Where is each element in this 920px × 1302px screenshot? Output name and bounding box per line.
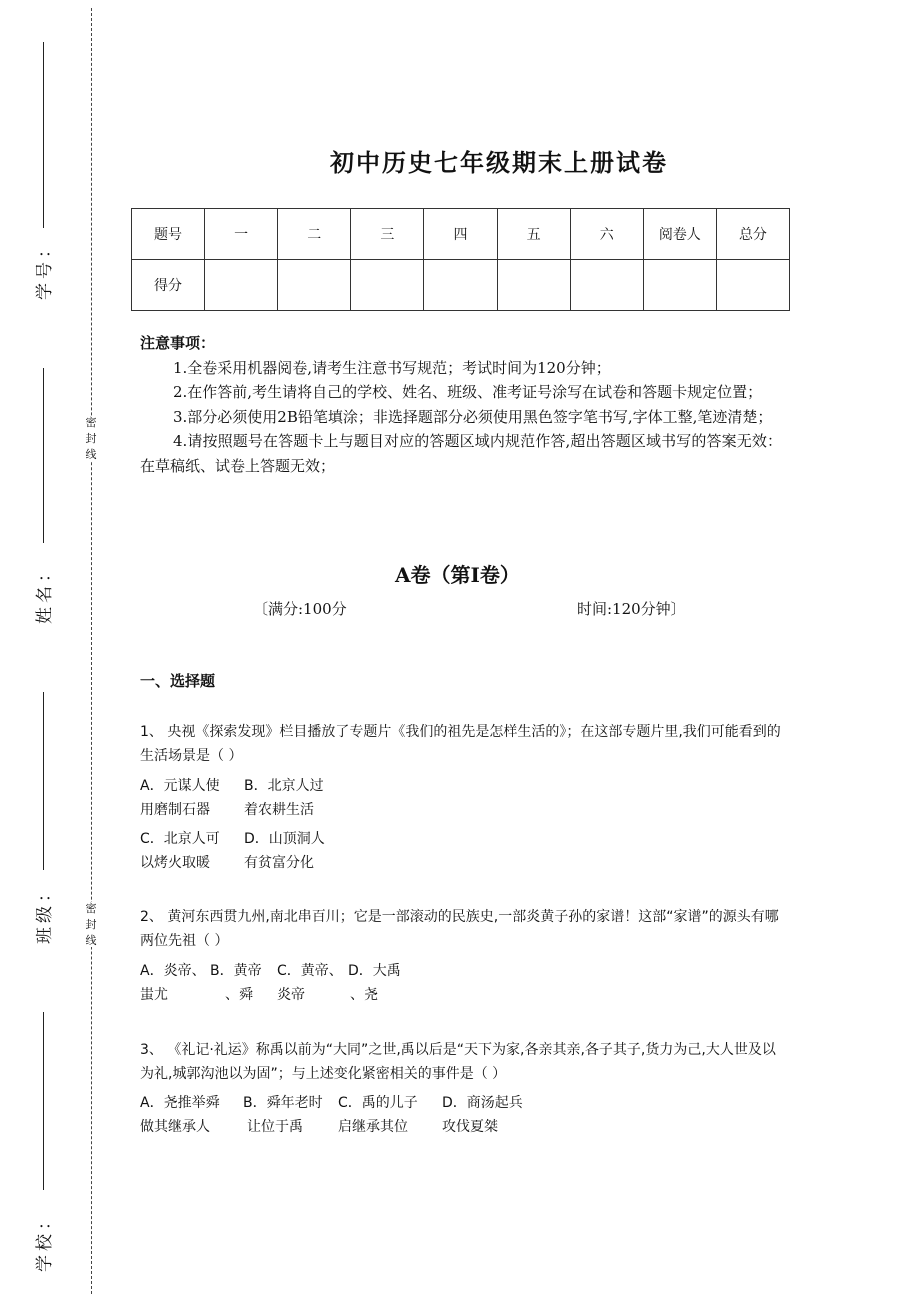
name-fill-line	[43, 368, 44, 543]
notice-item: 4.请按照题号在答题卡上与题目对应的答题区域内规范作答,超出答题区域书写的答案无效：在草稿纸、试卷上答题无效；	[140, 432, 782, 475]
header-cell: 阅卷人	[643, 209, 716, 260]
seal-mark-upper: 密 封 线	[83, 416, 99, 461]
header-cell: 总分	[716, 209, 789, 260]
option-d[interactable]: D．商汤起兵 攻伐夏桀	[442, 1095, 523, 1135]
header-cell: 二	[278, 209, 351, 260]
notice-item: 2.在作答前,考生请将自己的学校、姓名、班级、准考证号涂写在试卷和答题卡规定位置；	[173, 383, 763, 401]
exam-time: 时间:120分钟〕	[577, 600, 686, 618]
option-d[interactable]: D．大禹 、尧	[348, 963, 401, 1003]
score-table-header-row	[132, 209, 790, 260]
score-cell[interactable]	[205, 260, 278, 311]
option-c[interactable]: C．北京人可 以烤火取暖	[140, 831, 220, 871]
score-cell[interactable]	[424, 260, 497, 311]
score-cell[interactable]	[643, 260, 716, 311]
score-row-label: 得分	[132, 260, 205, 311]
seal-mark-lower: 密 封 线	[83, 902, 99, 947]
student-id-fill-line	[43, 42, 44, 228]
seal-dashed-line	[91, 8, 92, 1294]
option-a[interactable]: A．炎帝、 蚩尤	[140, 963, 206, 1003]
class-label: 班级：	[34, 880, 55, 944]
notice-block	[140, 331, 782, 478]
score-table-score-row	[132, 260, 790, 311]
score-cell[interactable]	[497, 260, 570, 311]
notice-item: 1.全卷采用机器阅卷,请考生注意书写规范；考试时间为120分钟；	[173, 358, 611, 377]
header-cell: 六	[570, 209, 643, 260]
option-b[interactable]: B．黄帝 、舜	[210, 963, 262, 1003]
option-c[interactable]: C．黄帝、 炎帝	[277, 963, 343, 1003]
question-1	[140, 720, 782, 768]
score-cell[interactable]	[716, 260, 789, 311]
header-cell: 四	[424, 209, 497, 260]
binding-margin	[0, 0, 110, 1302]
option-a[interactable]: A．尧推举舜 做其继承人	[140, 1095, 220, 1135]
score-cell[interactable]	[351, 260, 424, 311]
score-cell[interactable]	[278, 260, 351, 311]
option-b[interactable]: B．北京人过 着农耕生活	[244, 778, 324, 818]
option-d[interactable]: D．山顶洞人 有贫富分化	[244, 831, 325, 871]
full-score: 〔满分:100分	[253, 600, 347, 618]
question-3	[140, 1038, 782, 1086]
exam-title: 初中历史七年级期末上册试卷	[330, 148, 668, 177]
question-stem: 3、 《礼记·礼运》称禹以前为“大同”之世,禹以后是“天下为家,各亲其亲,各子其子,货力为己,大人世及以为礼,城郭沟池以为固”；与上述变化紧密相关的事件是（ ）	[140, 1042, 776, 1082]
notice-title: 注意事项：	[140, 334, 216, 352]
score-table	[131, 208, 790, 311]
score-cell[interactable]	[570, 260, 643, 311]
header-cell: 三	[351, 209, 424, 260]
student-id-label: 学号：	[34, 236, 55, 300]
class-fill-line	[43, 692, 44, 870]
school-fill-line	[43, 1012, 44, 1190]
option-b[interactable]: B．舜年老时 让位于禹	[243, 1095, 323, 1135]
option-a[interactable]: A．元谋人使 用磨制石器	[140, 778, 220, 818]
section-title: 一、选择题	[140, 672, 216, 690]
header-cell: 题号	[132, 209, 205, 260]
name-label: 姓名：	[34, 560, 55, 624]
paper-a-title: A卷（第I卷）	[395, 563, 520, 587]
notice-item: 3.部分必须使用2B铅笔填涂；非选择题部分必须使用黑色签字笔书写,字体工整,笔迹清楚；	[173, 407, 773, 426]
header-cell: 一	[205, 209, 278, 260]
question-stem: 1、 央视《探索发现》栏目播放了专题片《我们的祖先是怎样生活的》；在这部专题片里,我们可能看到的生活场景是（ ）	[140, 724, 781, 764]
header-cell: 五	[497, 209, 570, 260]
question-stem: 2、 黄河东西贯九州,南北串百川；它是一部滚动的民族史,一部炎黄子孙的家谱！这部“家谱”的源头有哪两位先祖（ ）	[140, 909, 779, 949]
option-c[interactable]: C．禹的儿子 启继承其位	[338, 1095, 418, 1135]
school-label: 学校：	[34, 1208, 55, 1272]
question-2	[140, 905, 782, 953]
